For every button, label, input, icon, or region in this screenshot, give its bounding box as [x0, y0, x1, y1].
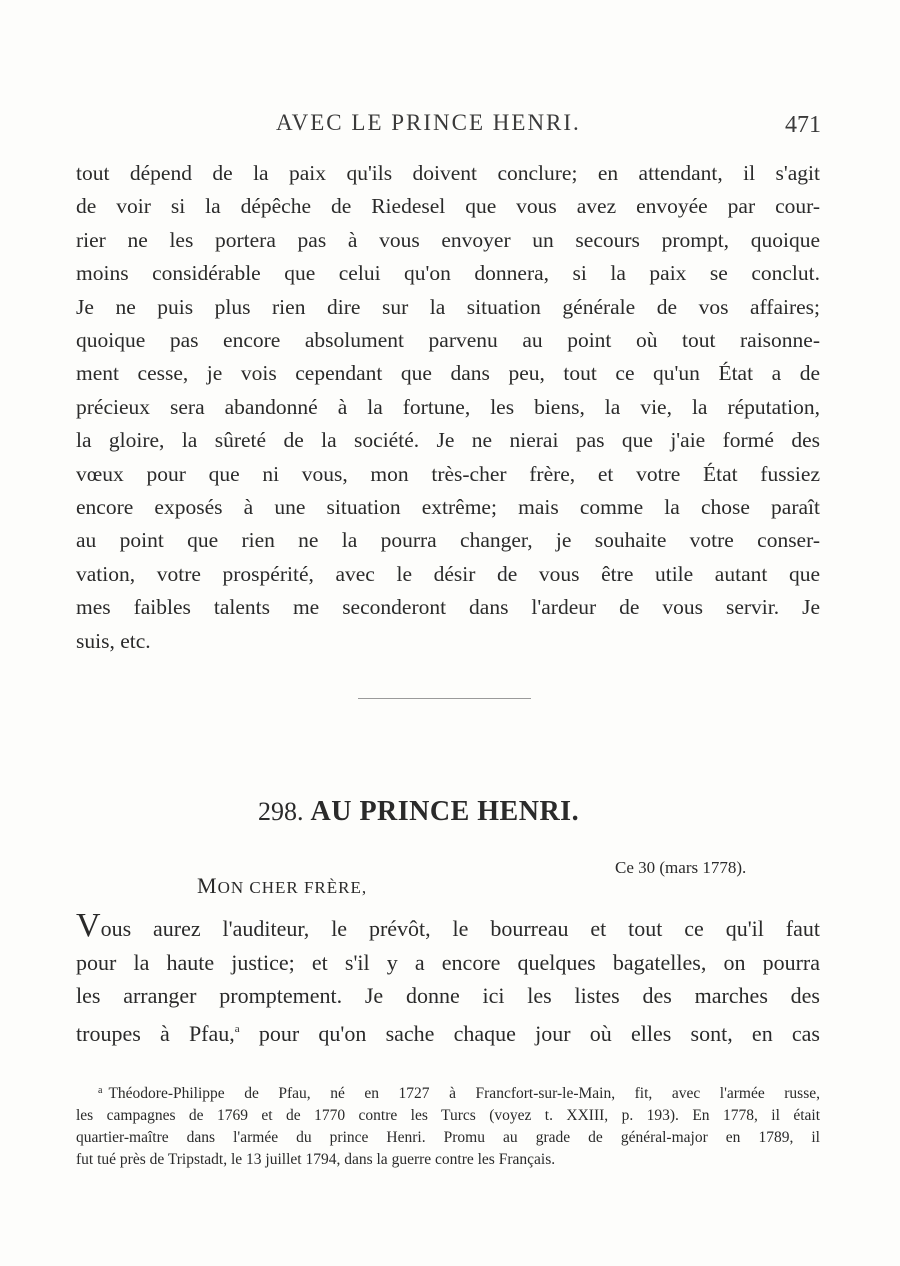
- text-line: vœux pour que ni vous, mon très-cher frère, et votre État fussiez: [76, 461, 820, 486]
- page-number: 471: [785, 112, 821, 138]
- drop-cap: V: [76, 907, 101, 944]
- footnote-text: Théodore-Philippe de Pfau, né en 1727 à Francfort-sur-le-Main, fit, avec l'armée russe,: [108, 1085, 820, 1102]
- first-line-text: ous aurez l'auditeur, le prévôt, le bourreau et tout ce qu'il faut: [100, 916, 820, 941]
- salutation-text: ON CHER FRÈRE,: [217, 878, 368, 897]
- text-line: suis, etc.: [76, 628, 151, 653]
- letter-number: 298.: [258, 797, 304, 826]
- text-line: [76, 1013, 820, 1051]
- paragraph-continued: [76, 157, 820, 658]
- text-after-note: pour qu'on sache chaque jour où elles sont, en cas: [239, 1020, 820, 1046]
- text-line: au point que rien ne la pourra changer, je souhaite votre conser-: [76, 528, 820, 553]
- footnote: [76, 1080, 820, 1171]
- text-line: la gloire, la sûreté de la société. Je ne nierai pas que j'aie formé des: [76, 428, 820, 453]
- footnote-line: [76, 1080, 820, 1105]
- text-line: de voir si la dépêche de Riedesel que vous avez envoyée par cour-: [76, 194, 820, 219]
- text-line: mes faibles talents me seconderont dans l'ardeur de vous servir. Je: [76, 595, 820, 620]
- text-line: vation, votre prospérité, avec le désir de vous être utile autant que: [76, 561, 820, 586]
- text-line: Je ne puis plus rien dire sur la situation générale de vos affaires;: [76, 294, 820, 319]
- salutation-initial: M: [197, 873, 218, 898]
- letter-heading: [258, 796, 579, 828]
- text-line: les arranger promptement. Je donne ici les listes des marches des: [76, 983, 820, 1009]
- text-line: ment cesse, je vois cependant que dans peu, tout ce qu'un État a de: [76, 361, 820, 386]
- footnote-line: fut tué près de Tripstadt, le 13 juillet 1794, dans la guerre contre les Français.: [76, 1151, 556, 1168]
- section-divider: [358, 698, 531, 699]
- text-line: quoique pas encore absolument parvenu au point où tout raisonne-: [76, 328, 820, 353]
- letter-title: AU PRINCE HENRI.: [310, 796, 580, 827]
- footnote-line: quartier-maître dans l'armée du prince Henri. Promu au grade de général-major en 1789, il: [76, 1129, 820, 1146]
- footnote-reference[interactable]: a: [234, 1022, 240, 1035]
- text-line: précieux sera abandonné à la fortune, les biens, la vie, la réputation,: [76, 394, 820, 419]
- running-head: AVEC LE PRINCE HENRI.: [276, 110, 581, 135]
- text-line: moins considérable que celui qu'on donnera, si la paix se conclut.: [76, 261, 820, 286]
- text-line: rier ne les portera pas à vous envoyer un secours prompt, quoique: [76, 227, 820, 252]
- footnote-line: les campagnes de 1769 et de 1770 contre les Turcs (voyez t. XXIII, p. 193). En 1778, il était: [76, 1107, 820, 1124]
- dateline: Ce 30 (mars 1778).: [615, 858, 747, 877]
- letter-body: [76, 907, 820, 1050]
- text-line: [76, 907, 820, 946]
- salutation: [197, 873, 367, 899]
- text-before-note: troupes à Pfau,: [76, 1020, 235, 1046]
- text-line: tout dépend de la paix qu'ils doivent conclure; en attendant, il s'agit: [76, 161, 820, 185]
- text-line: pour la haute justice; et s'il y a encore quelques bagatelles, on pourra: [76, 949, 820, 975]
- footnote-marker: a: [98, 1085, 103, 1096]
- text-line: encore exposés à une situation extrême; mais comme la chose paraît: [76, 495, 820, 520]
